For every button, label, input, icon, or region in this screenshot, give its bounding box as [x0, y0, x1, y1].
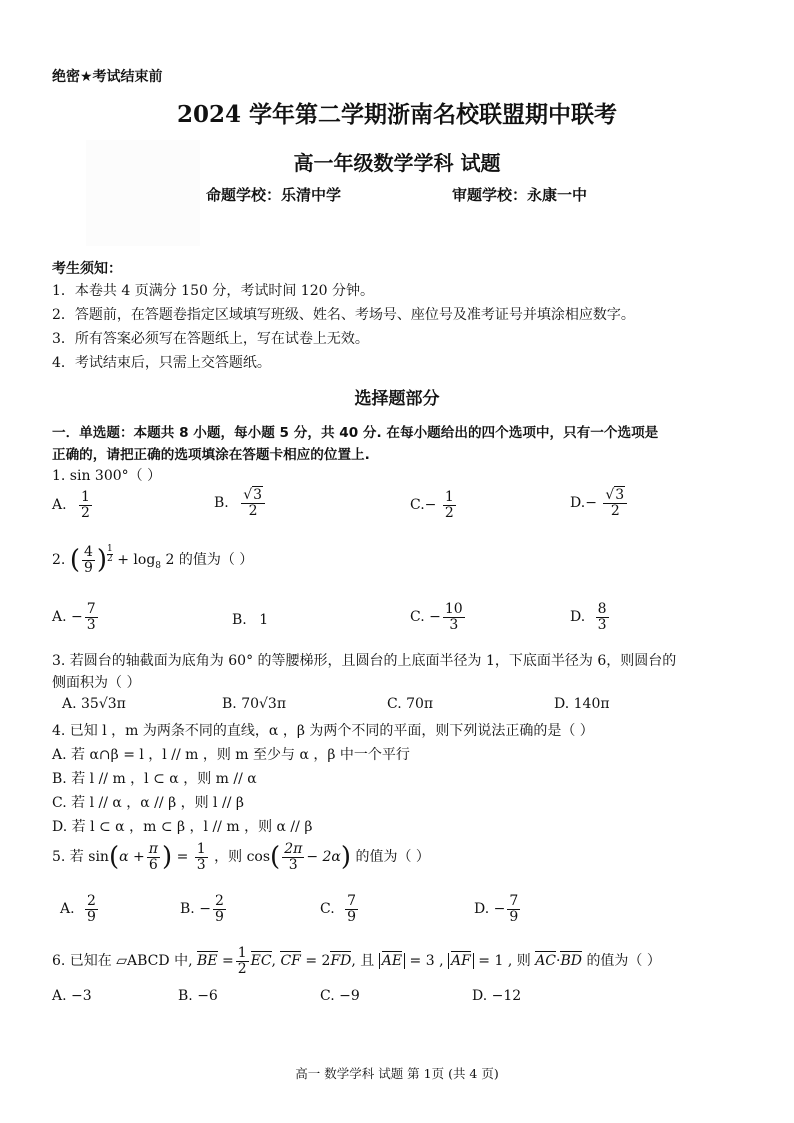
q1-d-num: 3: [615, 487, 625, 503]
q6-vec-ae: AE: [381, 953, 403, 970]
q1-b-den: 2: [248, 502, 258, 519]
q1-a-den: 2: [81, 504, 90, 521]
q4-stem: 4. 已知 l ，m 为两条不同的直线，α ，β 为两个不同的平面，则下列说法正确的是（ ）: [52, 723, 594, 739]
q6-option-c[interactable]: C. −9: [320, 988, 360, 1004]
q5-d-den: 9: [509, 908, 519, 925]
q5-a-num: 2: [87, 893, 96, 909]
notice-item-1: 1．本卷共 4 页满分 150 分，考试时间 120 分钟。: [52, 283, 374, 299]
q6-and: , 且: [351, 953, 375, 970]
q2-base-num: 4: [83, 544, 93, 560]
page-footer: 高一 数学学科 试题 第 1页 (共 4 页): [295, 1066, 499, 1081]
q2-option-a[interactable]: [52, 602, 100, 632]
q2-c-num: 10: [444, 601, 463, 617]
q2-number: 2.: [52, 552, 66, 569]
q5-c-num: 7: [347, 893, 357, 909]
q2-d-num: 8: [597, 601, 607, 617]
q1-option-d[interactable]: D.− $\frac{√3}{2}$: [570, 488, 629, 518]
q6-option-b[interactable]: B. −6: [178, 988, 218, 1004]
q5-option-d[interactable]: [474, 894, 522, 924]
q5-cos: cos: [246, 849, 271, 866]
q6-dot: ·: [556, 953, 561, 970]
q5-a-label: A.: [60, 901, 75, 918]
setter-school: 命题学校：乐清中学: [206, 186, 342, 204]
q3-option-b[interactable]: B. 70√3π: [222, 696, 287, 712]
q1-stem: 1. sin 300°（ ）: [52, 468, 162, 484]
q5-d-label: D.: [474, 901, 490, 918]
q6-prefix: 6. 已知在 ▱ABCD 中,: [52, 953, 193, 970]
q1-d-den: 2: [610, 502, 620, 519]
q6-vec-fd: FD: [330, 953, 352, 970]
q6-comma: ,: [271, 953, 276, 970]
reviewer-school: 审题学校：永康一中: [452, 186, 588, 204]
q6-option-d[interactable]: D. −12: [472, 988, 522, 1004]
notice-item-2: 2．答题前，在答题卷指定区域填写班级、姓名、考场号、座位号及准考证号并填涂相应数字。: [52, 307, 635, 323]
q5-option-a[interactable]: [60, 894, 100, 924]
q5-d-sign: −: [493, 901, 506, 918]
q6-tail: 的值为（ ）: [586, 953, 661, 970]
q2-exp-den: 2: [107, 554, 113, 564]
section-title: 选择题部分: [354, 389, 440, 409]
q1-option-c[interactable]: [410, 490, 458, 520]
q5-b-label: B.: [180, 901, 195, 918]
notice-item-4: 4．考试结束后，只需上交答题纸。: [52, 355, 271, 371]
q1-a-num: 1: [81, 489, 90, 505]
q5-number: 5. 若: [52, 849, 84, 866]
q5-one: 1: [196, 841, 206, 857]
q1-a-label: A.: [52, 497, 67, 514]
q2-b-value: 1: [259, 612, 269, 628]
q1-option-a[interactable]: [52, 490, 94, 520]
q5-three: 3: [196, 856, 206, 873]
q2-b-label: B.: [232, 612, 247, 628]
q2-a-sign: −: [71, 609, 83, 626]
q5-c-label: C.: [320, 901, 335, 918]
q5-sin: sin: [88, 849, 109, 866]
section-intro-line1: 一．单选题：本题共 8 小题，每小题 5 分，共 40 分. 在每小题给出的四个选项中，只有一个选项是: [52, 425, 659, 441]
q3-stem-line2: 侧面积为（ ）: [52, 675, 141, 691]
q6-vec-ec: EC: [250, 953, 272, 970]
q3-stem-line1: 3. 若圆台的轴截面为底角为 60° 的等腰梯形，且圆台的上底面半径为 1，下底面半径为 6，则圆台的: [52, 653, 677, 669]
q5-six: 6: [148, 856, 158, 873]
q6-vec-af: AF: [451, 953, 471, 970]
q6-eq2: = 2: [305, 953, 331, 970]
q2-exp-num: 1: [107, 544, 113, 554]
q1-c-sign: −: [424, 497, 437, 514]
q5-a-den: 9: [87, 908, 96, 925]
q6-vec-cf: CF: [280, 953, 301, 970]
q2-log-base: 8: [155, 560, 162, 571]
q2-a-den: 3: [86, 616, 96, 633]
q5-then: ，则: [214, 849, 243, 866]
q2-option-c[interactable]: [410, 602, 467, 632]
q1-d-label: D.: [570, 495, 586, 512]
q2-d-label: D.: [570, 609, 586, 626]
notice-heading: 考生须知：: [52, 261, 122, 277]
q2-option-d[interactable]: [570, 602, 611, 632]
q6-vec-ac: AC: [535, 953, 557, 970]
q2-tail: 的值为（ ）: [178, 552, 254, 569]
exam-title: 2024 学年第二学期浙南名校联盟期中联考: [176, 101, 618, 128]
q5-alpha-plus: α +: [119, 849, 145, 866]
q3-option-c[interactable]: C. 70π: [387, 696, 434, 712]
q4-option-c[interactable]: C. 若 l // α ，α // β ，则 l // β: [52, 795, 244, 811]
q6-option-a[interactable]: A. −3: [52, 988, 92, 1004]
q5-b-den: 9: [214, 908, 224, 925]
q1-option-b[interactable]: B. $\frac{√3}{2}$: [214, 488, 267, 518]
q2-a-label: A.: [52, 609, 67, 626]
q6-vec-bd: BD: [560, 953, 582, 970]
q5-twopi: 2π: [284, 841, 303, 857]
q4-option-d[interactable]: D. 若 l ⊂ α ，m ⊂ β ，l // m ，则 α // β: [52, 819, 313, 835]
section-intro-line2: 正确的，请把正确的选项填涂在答题卡相应的位置上.: [52, 447, 370, 463]
q3-option-d[interactable]: D. 140π: [554, 696, 610, 712]
q6-stem: [52, 946, 661, 976]
q6-vec-be: BE: [196, 953, 218, 970]
q2-c-den: 3: [449, 616, 459, 633]
q6-two: 2: [237, 960, 247, 977]
q2-log-arg: 2: [165, 552, 175, 569]
q5-c-den: 9: [347, 908, 357, 925]
q5-b-num: 2: [214, 893, 224, 909]
notice-item-3: 3．所有答案必须写在答题纸上，写在试卷上无效。: [52, 331, 369, 347]
q5-eq: =: [176, 849, 189, 866]
q5-option-c[interactable]: [320, 894, 360, 924]
q2-stem: 2. ( $\frac{4}{9}$ ) $^{\frac{1}{2}}$ + $\log_8 2$ 的值为（ ）: [52, 544, 254, 576]
q5-three-2: 3: [288, 856, 298, 873]
q2-c-label: C.: [410, 609, 425, 626]
q5-tail: 的值为（ ）: [355, 849, 430, 866]
q2-base-den: 9: [83, 559, 93, 576]
q5-minus-2a: − 2α: [306, 849, 341, 866]
q5-stem: 5. 若 sin(α + $\frac{\pi}{6}$ ) = $\frac{1}{3}$ ，则 cos( $\frac{2\pi}{3}$ − 2α) 的值为（ ）: [52, 841, 430, 873]
q6-one: 1: [237, 945, 247, 961]
q2-log: + log: [117, 552, 156, 569]
q2-d-den: 3: [597, 616, 607, 633]
q6-eq1: =: [221, 953, 234, 970]
q1-c-num: 1: [444, 489, 454, 505]
q1-b-num: 3: [253, 487, 263, 503]
q1-c-label: C.: [410, 497, 425, 514]
q6-eq4: = 1 , 则: [478, 953, 531, 970]
q2-option-b[interactable]: [232, 612, 268, 628]
q1-b-label: B.: [214, 495, 229, 512]
q1-d-sign: −: [585, 495, 597, 512]
q1-c-den: 2: [444, 504, 454, 521]
q2-c-sign: −: [429, 609, 441, 626]
q5-d-num: 7: [509, 893, 519, 909]
q5-b-sign: −: [199, 901, 211, 918]
q5-pi: π: [148, 841, 158, 857]
q5-option-b[interactable]: [180, 894, 228, 924]
q2-a-num: 7: [86, 601, 96, 617]
q4-option-b[interactable]: B. 若 l // m ，l ⊂ α ，则 m // α: [52, 771, 257, 787]
q4-option-a[interactable]: A. 若 α∩β = l ，l // m ，则 m 至少与 α ，β 中一个平行: [52, 747, 410, 763]
secret-label: 绝密★考试结束前: [52, 69, 163, 85]
q3-option-a[interactable]: A. 35√3π: [62, 696, 126, 712]
q6-eq3: = 3 ,: [409, 953, 444, 970]
exam-subtitle: 高一年级数学学科 试题: [293, 151, 501, 175]
